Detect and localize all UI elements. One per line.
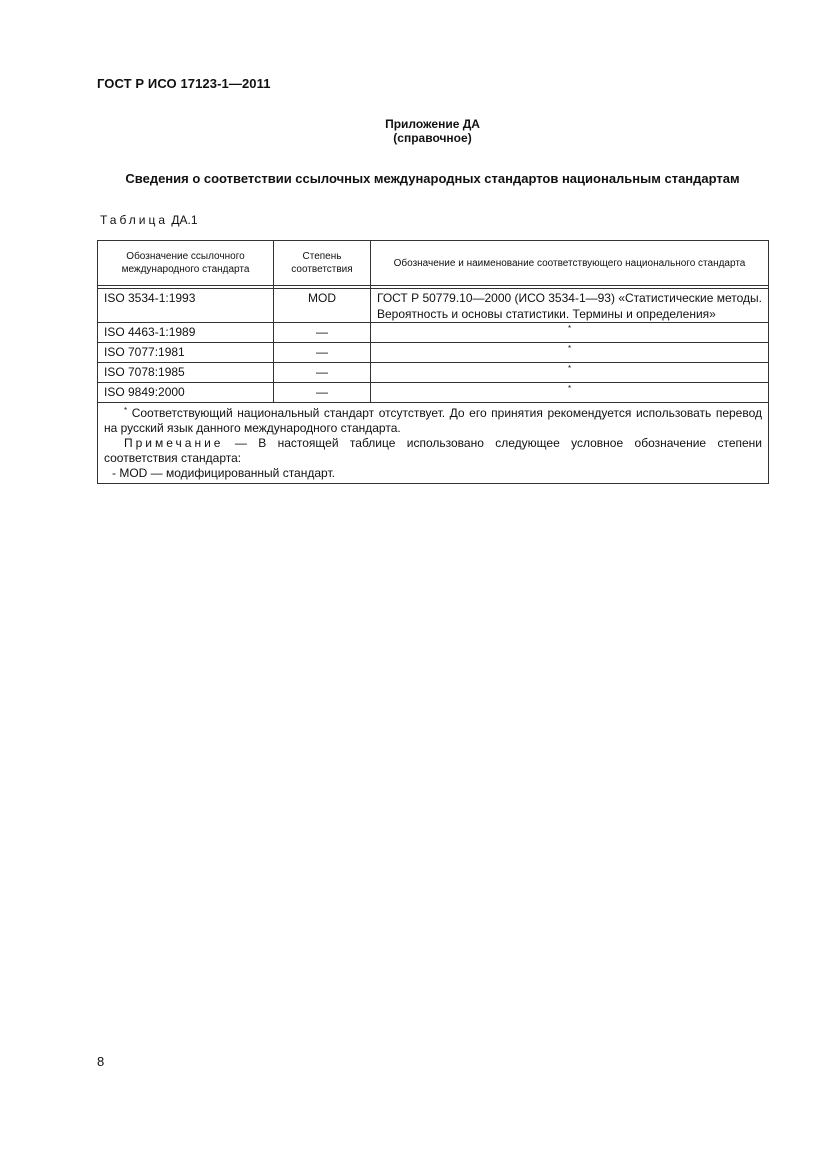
table-row [98,363,769,383]
column-header-reference: Обозначение ссылочного международного стандарта [98,241,274,286]
footnote-marker: * [567,324,572,333]
degree-cell: — [274,383,371,403]
page-number: 8 [97,1054,105,1069]
column-header-national: Обозначение и наименование соответствующего национального стандарта [371,241,769,286]
table-label [100,213,198,227]
footnote-marker: * [567,344,572,353]
national-cell [371,343,769,363]
footnote-marker: * [124,406,128,415]
table-footer [98,403,769,484]
column-header-degree: Степень соответствия [274,241,371,286]
note-label: Примечание [124,436,224,450]
table-footer-row [98,403,769,484]
footnote-text: Соответствующий национальный стандарт отсутствует. До его принятия рекомендуется использовать перевод на русский язык данного международного стандарта. [104,406,763,435]
footnote-marker: * [567,384,572,393]
reference-cell: ISO 3534-1:1993 [98,289,274,323]
document-header: ГОСТ Р ИСО 17123-1—2011 [97,76,271,91]
national-cell [371,363,769,383]
table-row [98,383,769,403]
table-header-row [98,241,769,286]
note-text: — В настоящей таблице использовано следующее условное обозначение степени соответствия стандарта: [104,436,762,465]
table-label-word: Таблица [100,213,169,227]
table-row [98,343,769,363]
correspondence-table [97,240,769,484]
table-row [98,323,769,343]
table-row [98,289,769,323]
mod-definition: - MOD — модифицированный стандарт. [112,466,335,480]
annex-title: Приложение ДА [385,117,480,131]
reference-cell: ISO 7078:1985 [98,363,274,383]
annex-kind: (справочное) [393,131,472,145]
annex-heading [97,117,768,145]
reference-cell: ISO 9849:2000 [98,383,274,403]
degree-cell: — [274,363,371,383]
note [104,436,762,466]
degree-cell: MOD [274,289,371,323]
reference-cell: ISO 7077:1981 [98,343,274,363]
degree-cell: — [274,323,371,343]
national-cell [371,323,769,343]
footnote [104,406,762,436]
national-cell [371,383,769,403]
degree-cell: — [274,343,371,363]
table-label-number: ДА.1 [171,213,198,227]
reference-cell: ISO 4463-1:1989 [98,323,274,343]
section-title: Сведения о соответствии ссылочных международных стандартов национальным стандартам [125,171,740,186]
footnote-marker: * [567,364,572,373]
national-cell: ГОСТ Р 50779.10—2000 (ИСО 3534-1—93) «Статистические методы. Вероятность и основы статистики. Термины и определения» [371,289,769,323]
